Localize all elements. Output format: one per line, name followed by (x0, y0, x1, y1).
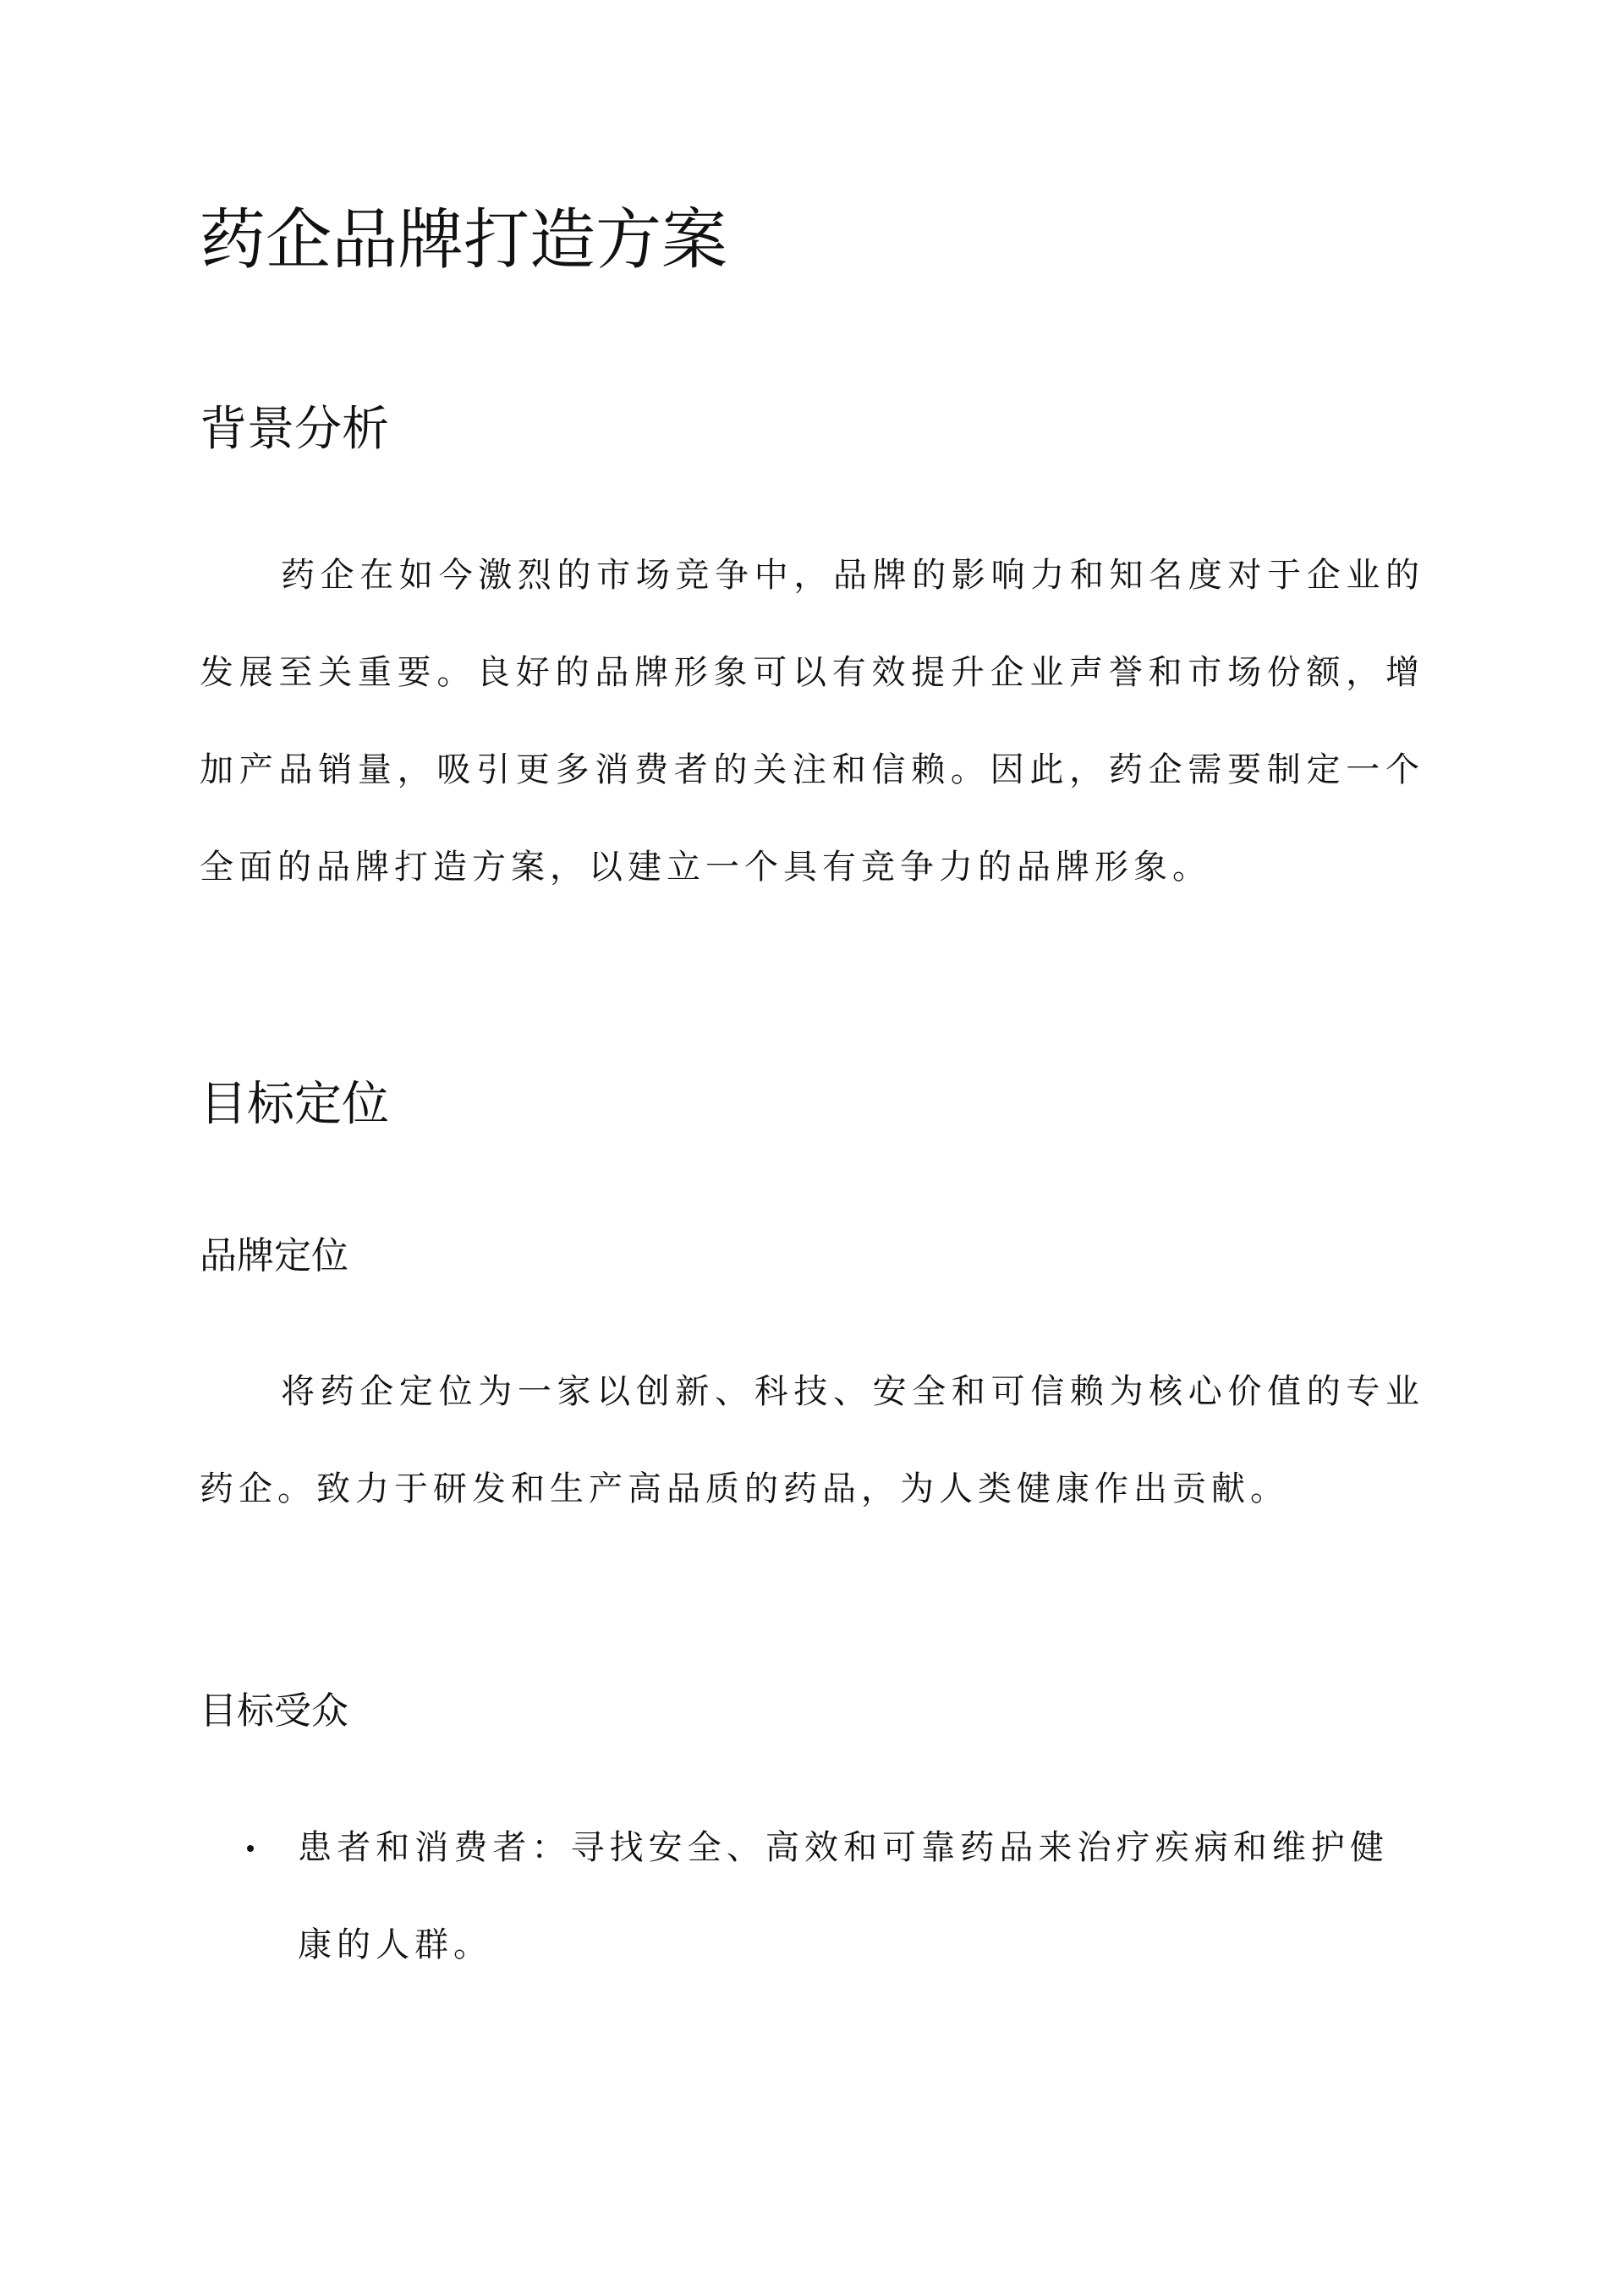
document-title: 药企品牌打造方案 (200, 202, 728, 278)
brand-positioning-paragraph: 将药企定位为一家以创新、科技、安全和可信赖为核心价值的专业药企。致力于研发和生产高品质的药品，为人类健康作出贡献。 (200, 1372, 1424, 1508)
section-heading-target: 目标定位 (200, 1077, 389, 1132)
subsection-heading-brand-positioning: 品牌定位 (200, 1234, 348, 1277)
section-heading-background: 背景分析 (200, 402, 389, 457)
list-item (200, 1799, 1389, 1994)
bullet-dot-icon (247, 1845, 254, 1852)
target-audience-list (200, 1799, 1424, 1994)
subsection-heading-target-audience: 目标受众 (200, 1689, 348, 1733)
list-item-text: 患者和消费者：寻找安全、高效和可靠药品来治疗疾病和维护健康的人群。 (298, 1828, 1389, 1964)
background-paragraph: 药企在如今激烈的市场竞争中，品牌的影响力和知名度对于企业的发展至关重要。良好的品牌形象可以有效提升企业声誉和市场份额，增加产品销量，吸引更多消费者的关注和信赖。因此，药企需要制定一个全面的品牌打造方案，以建立一个具有竞争力的品牌形象。 (200, 556, 1424, 887)
